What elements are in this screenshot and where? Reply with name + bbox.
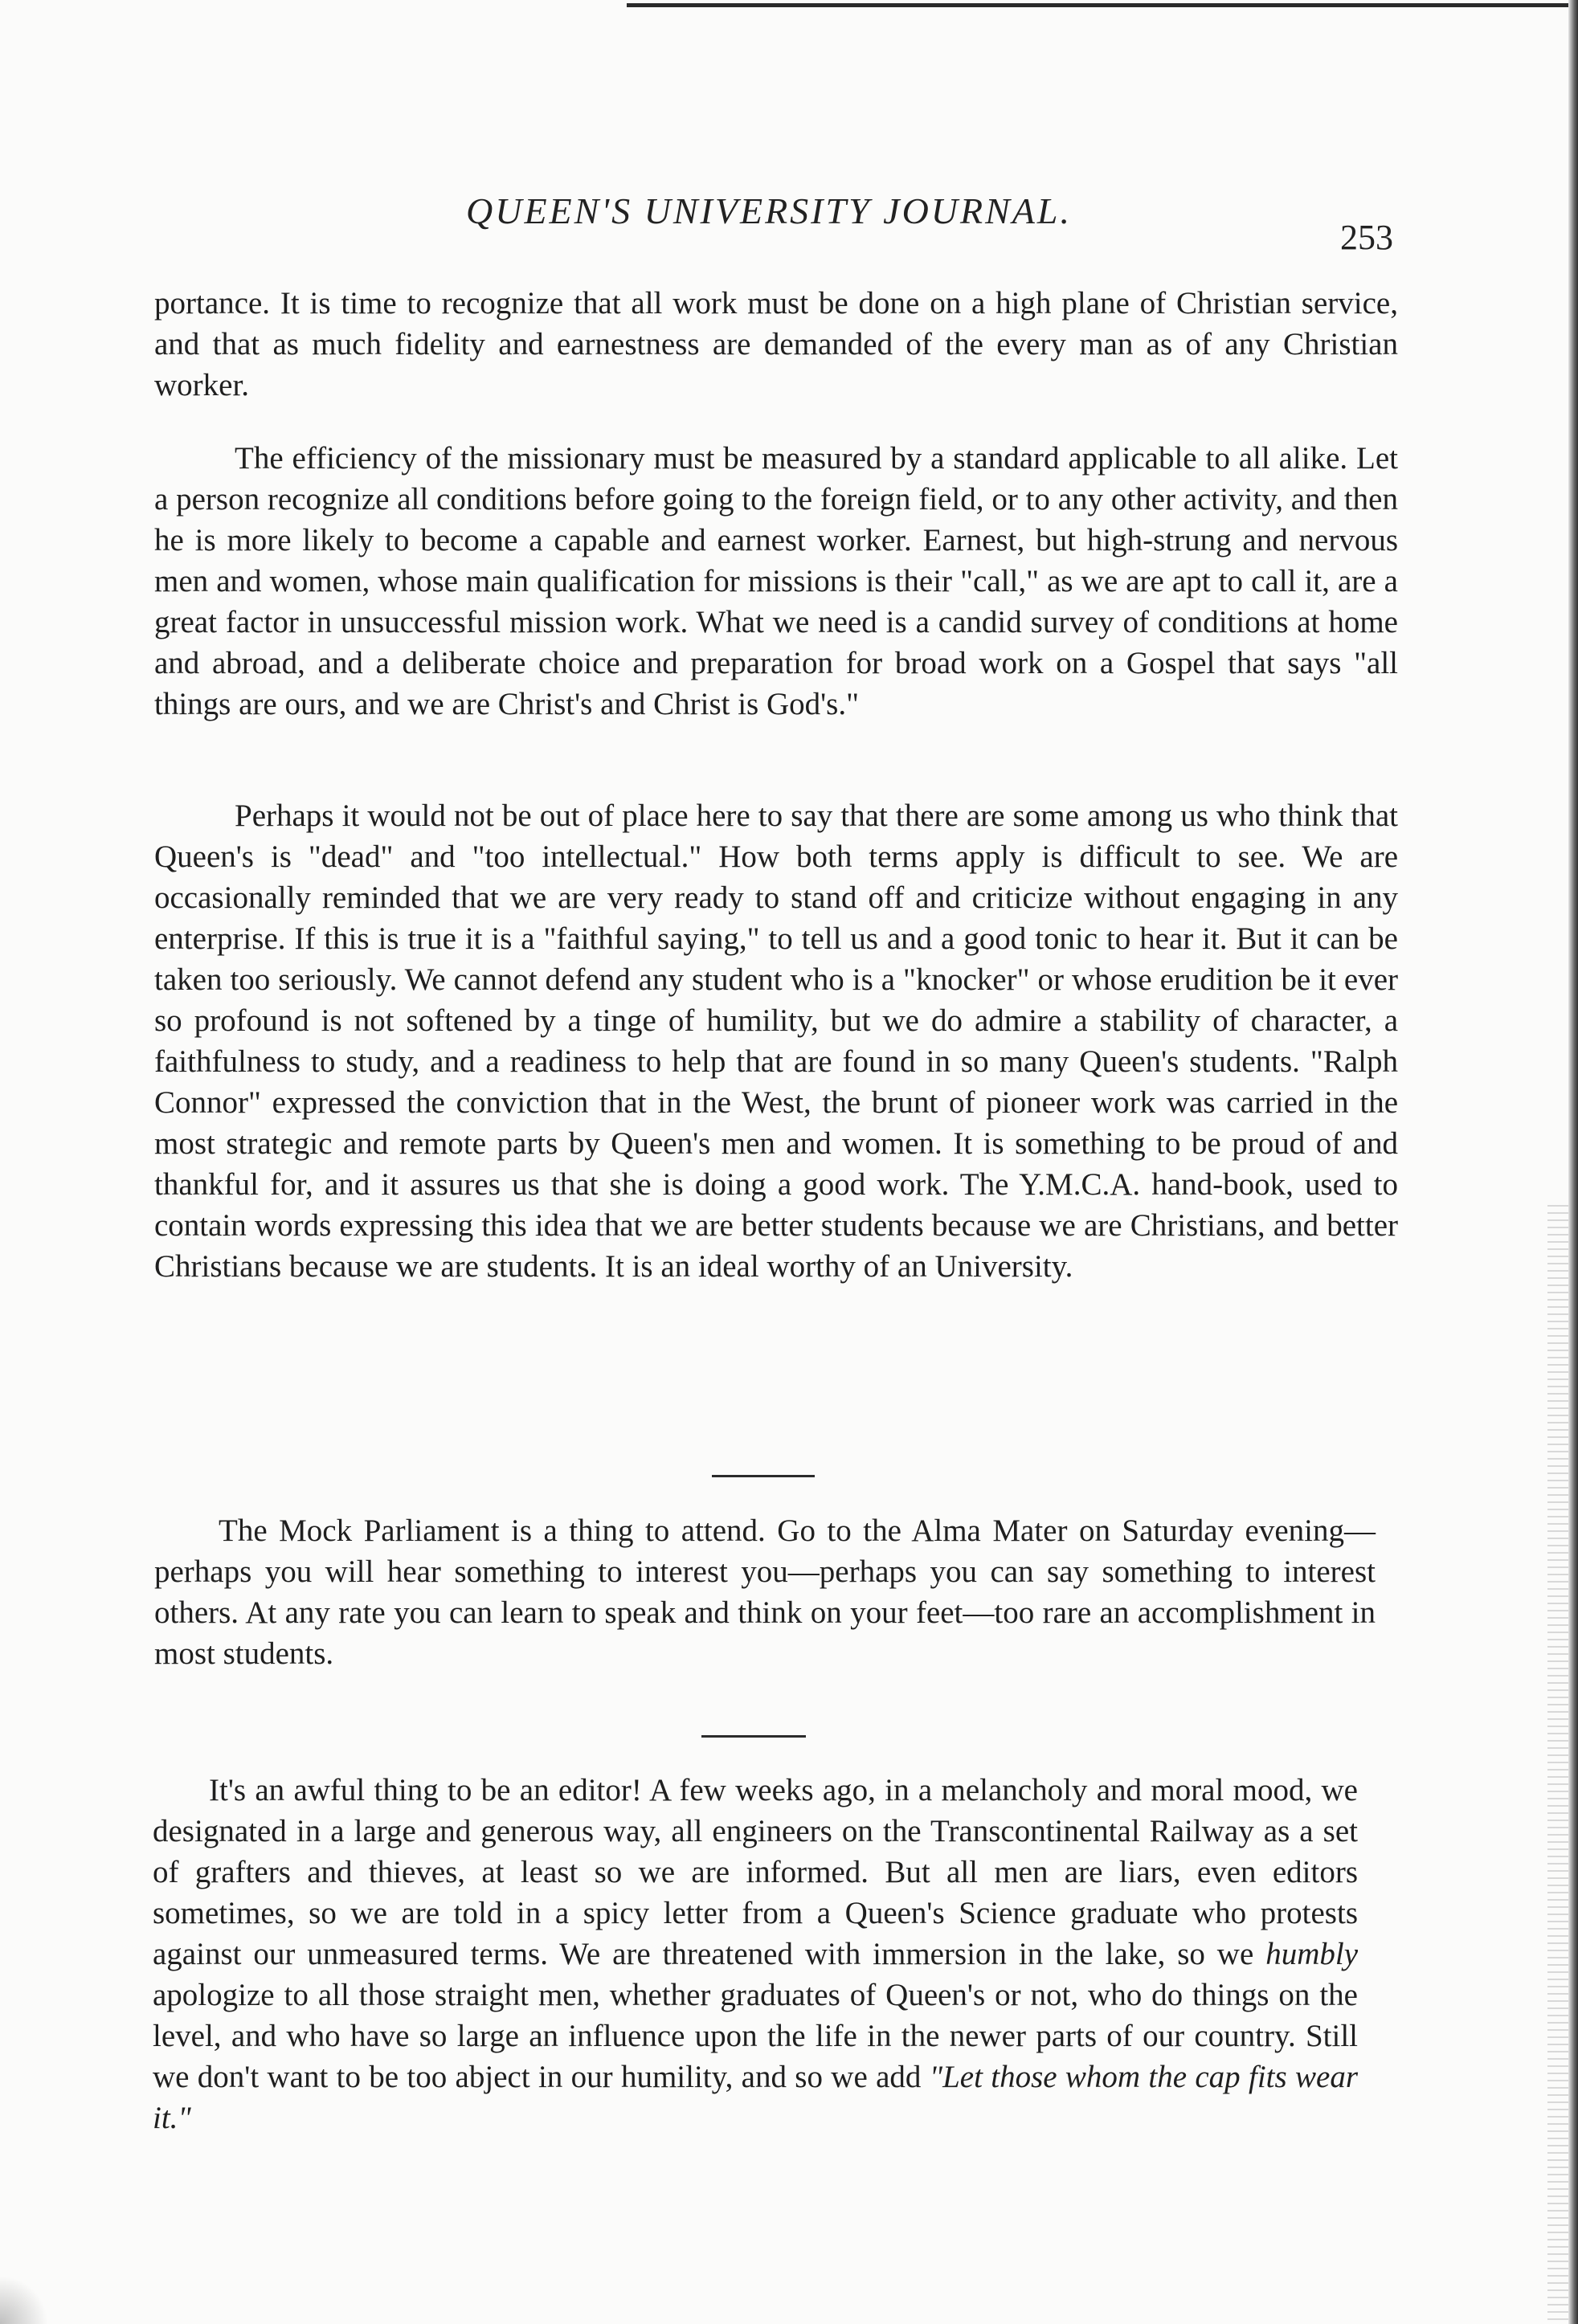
paragraph-1: portance. It is time to recognize that all work must be done on a high plane of Christian service, and that as much fidelity and earnestness are demanded of the every man as of any Christian worker. (154, 286, 1398, 402)
page-number: 253 (1340, 218, 1393, 257)
top-rule (627, 3, 1578, 7)
closing-quote: "Let those whom the cap fits wear it." (153, 2060, 1359, 2135)
paragraph-editor (153, 1770, 1358, 2138)
paragraph-2: The efficiency of the missionary must be measured by a standard applicable to all alike. Let a person recognize all conditions before going to the foreign field, or to any other activity, and then he is more likely to become a capable and earnest worker. Earnest, but high-strung and nervous men and women, whose main qualification for missions is their "call," as we are apt to call it, are a great factor in unsuccessful mission work. What we need is a candid survey of conditions at home and abroad, and a deliberate choice and preparation for broad work on a Gospel that says "all things are ours, and we are Christ's and Christ is God's." (154, 441, 1398, 721)
corner-shadow (0, 2276, 48, 2324)
paragraph-3: Perhaps it would not be out of place here to say that there are some among us who think that Queen's is "dead" and "too intellectual." How both terms apply is difficult to see. We are occasionally reminded that we are very ready to stand off and criticize without engaging in any enterprise. If this is true it is a "faithful saying," to tell us and a good tonic to hear it. But it can be taken too seriously. We cannot defend any student who is a "knocker" or whose erudition be it ever so profound is not softened by a tinge of humility, but we do admire a stability of character, a faithfulness to study, and a readiness to help that are found in so many Queen's students. "Ralph Connor" expressed the conviction that in the West, the brunt of pioneer work was carried in the most strategic and remote parts by Queen's men and women. It is something to be proud of and thankful for, and it assures us that she is doing a good work. The Y.M.C.A. hand-book, used to contain words expressing this idea that we are better students because we are Christians, and better Christians because we are students. It is an ideal worthy of an University. (154, 798, 1398, 1284)
running-header: QUEEN'S UNIVERSITY JOURNAL. (466, 190, 1072, 231)
paragraph-editor-text-b: apologize to all those straight men, whether graduates of Queen's or not, who do things on the level, and who have so large an influence upon the life in the newer parts of our country. Still we don't want to be too abject in our humility, and so we add (153, 1978, 1358, 2094)
paragraph-editor-text-a: It's an awful thing to be an editor! A few weeks ago, in a melancholy and moral mood, we designated in a large and generous way, all engineers on the Transcontinental Railway as a set of grafters and thieves, at least so we are informed. But all men are liars, even editors sometimes, so we are told in a spicy letter from a Queen's Science graduate who protests against our unmeasured terms. We are threatened with immersion in the lake, so we (153, 1773, 1358, 1971)
section-divider (712, 1475, 815, 1477)
emphasis-humbly: humbly (1265, 1937, 1358, 1971)
page-edge-texture (1547, 1205, 1568, 2324)
section-divider (701, 1735, 806, 1738)
page-edge-shadow (1568, 0, 1578, 2324)
paragraph-mock-parliament: The Mock Parliament is a thing to attend. Go to the Alma Mater on Saturday evening—perhaps you will hear something to interest you—perhaps you can say something to interest others. At any rate you can learn to speak and think on your feet—too rare an accomplishment in most students. (154, 1513, 1376, 1671)
